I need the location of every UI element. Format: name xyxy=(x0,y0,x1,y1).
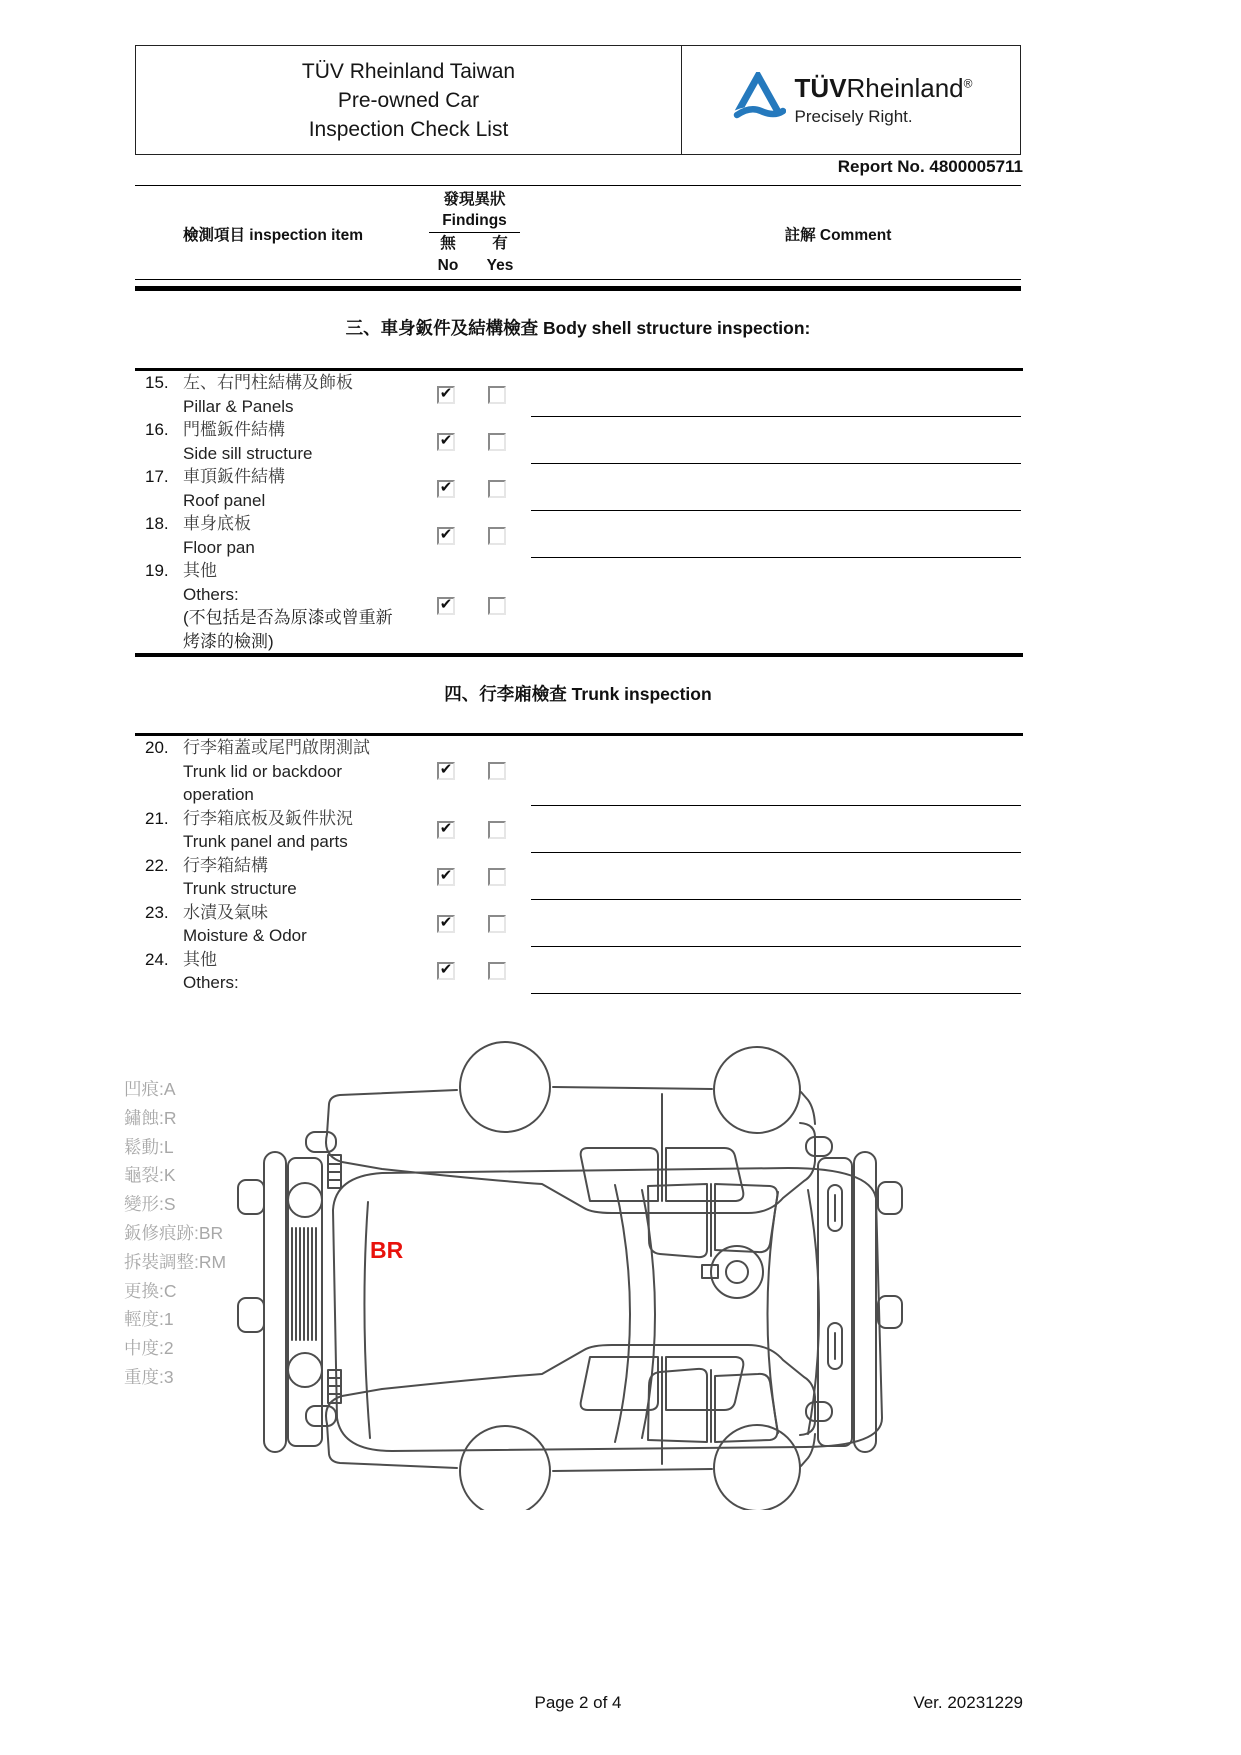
item-number: 23. xyxy=(145,902,169,922)
inspection-item-row xyxy=(135,371,1023,418)
item-label xyxy=(183,512,415,559)
legend-item: 重度:3 xyxy=(124,1366,174,1387)
item-label-zh: 門檻鈑件結構 xyxy=(183,420,285,439)
findings-yes-checkbox[interactable] xyxy=(488,386,506,404)
findings-yes-checkbox[interactable] xyxy=(488,433,506,451)
no-label-en: No xyxy=(437,257,459,274)
findings-no-checkbox[interactable]: ✔ xyxy=(437,433,455,451)
comment-field[interactable] xyxy=(523,418,1023,465)
comment-line xyxy=(531,899,1021,900)
comment-line xyxy=(531,805,1021,806)
title-line-1: TÜV Rheinland Taiwan xyxy=(301,59,516,83)
legend-item: 鬆動:L xyxy=(124,1136,174,1157)
item-label xyxy=(183,901,415,948)
findings-yes-checkbox[interactable] xyxy=(488,821,506,839)
no-label-zh: 無 xyxy=(440,235,456,252)
item-label-zh: 行李箱結構 xyxy=(183,855,268,875)
item-number: 16. xyxy=(145,420,169,439)
item-label-zh: 水漬及氣味 xyxy=(183,902,268,922)
comment-line xyxy=(531,557,1021,558)
comment-line xyxy=(531,463,1021,464)
inspection-item-row xyxy=(135,465,1023,512)
findings-no-checkbox[interactable]: ✔ xyxy=(437,762,455,780)
comment-line xyxy=(531,993,1021,994)
comment-line xyxy=(531,946,1021,947)
item-label xyxy=(183,854,415,901)
inspection-item-row xyxy=(135,948,1023,995)
item-label-en: operation xyxy=(183,785,254,804)
column-header-item: 檢測項目 inspection item xyxy=(183,227,363,244)
yes-label-en: Yes xyxy=(486,257,514,274)
item-number: 15. xyxy=(145,373,169,392)
findings-checkboxes xyxy=(415,559,523,653)
inspection-item-row xyxy=(135,418,1023,465)
document-title xyxy=(136,46,682,154)
section-title-body-shell: 三、車身鈑件及結構檢查 Body shell structure inspection: xyxy=(345,318,811,338)
comment-field[interactable] xyxy=(523,854,1023,901)
comment-field[interactable] xyxy=(523,512,1023,559)
item-label xyxy=(183,559,415,653)
trunk-items-table xyxy=(135,733,1023,995)
comment-field[interactable] xyxy=(523,559,1023,653)
item-number: 19. xyxy=(145,561,169,580)
report-number: Report No. 4800005711 xyxy=(837,157,1023,176)
findings-checkboxes xyxy=(415,901,523,948)
tuv-logo-wordmark: TÜVRheinland® xyxy=(794,73,973,103)
item-label-zh: 車身底板 xyxy=(183,514,251,533)
item-label xyxy=(183,371,415,418)
item-number: 21. xyxy=(145,808,169,828)
findings-no-checkbox[interactable]: ✔ xyxy=(437,386,455,404)
legend-item: 更換:C xyxy=(124,1280,177,1301)
findings-label-zh: 發現異狀 xyxy=(443,191,506,208)
inspection-item-row xyxy=(135,901,1023,948)
findings-checkboxes xyxy=(415,948,523,995)
findings-no-checkbox[interactable]: ✔ xyxy=(437,480,455,498)
item-number: 24. xyxy=(145,949,169,969)
item-label-zh: 行李箱蓋或尾門啟閉測試 xyxy=(183,738,370,757)
findings-checkboxes xyxy=(415,736,523,807)
column-header-comment: 註解 Comment xyxy=(784,227,892,244)
item-label xyxy=(183,807,415,854)
findings-yes-checkbox[interactable] xyxy=(488,962,506,980)
legend-item: 鈑修痕跡:BR xyxy=(124,1222,224,1243)
item-label-en: Others: xyxy=(183,584,239,604)
item-label-en: Trunk structure xyxy=(183,879,297,898)
findings-checkboxes xyxy=(415,418,523,465)
findings-checkboxes xyxy=(415,371,523,418)
legend-item: 拆裝調整:RM xyxy=(124,1251,227,1272)
legend-item: 輕度:1 xyxy=(124,1309,174,1330)
car-damage-diagram xyxy=(230,1040,910,1510)
item-number: 18. xyxy=(145,514,169,533)
findings-checkboxes xyxy=(415,512,523,559)
item-label xyxy=(183,418,415,465)
item-label-en: Roof panel xyxy=(183,490,266,510)
item-label-en: Side sill structure xyxy=(183,443,313,463)
inspection-item-row xyxy=(135,559,1023,653)
findings-yes-checkbox[interactable] xyxy=(488,915,506,933)
item-label-en: Moisture & Odor xyxy=(183,926,307,945)
inspection-item-row xyxy=(135,854,1023,901)
version-number: Ver. 20231229 xyxy=(913,1693,1023,1712)
tuv-logo-triangle-icon xyxy=(730,72,786,128)
car-side-view-bottom xyxy=(306,1345,832,1510)
section-title-trunk: 四、行李廂檢查 Trunk inspection xyxy=(444,684,712,704)
damage-marker-br: BR xyxy=(370,1237,404,1263)
findings-no-checkbox[interactable]: ✔ xyxy=(437,527,455,545)
legend-item: 龜裂:K xyxy=(124,1165,176,1186)
item-number: 20. xyxy=(145,738,169,757)
car-top-view xyxy=(333,1168,882,1451)
findings-label-en: Findings xyxy=(429,210,520,233)
findings-no-checkbox[interactable]: ✔ xyxy=(437,597,455,615)
comment-line xyxy=(531,510,1021,511)
item-label-zh: 其他 xyxy=(183,561,217,580)
findings-checkboxes xyxy=(415,465,523,512)
item-number: 17. xyxy=(145,467,169,486)
item-label-en: (不包括是否為原漆或曾重新 xyxy=(183,608,393,627)
findings-checkboxes xyxy=(415,807,523,854)
findings-no-checkbox[interactable]: ✔ xyxy=(437,821,455,839)
item-label xyxy=(183,736,415,807)
findings-no-checkbox[interactable]: ✔ xyxy=(437,915,455,933)
comment-field[interactable] xyxy=(523,371,1023,418)
legend-item: 鏽蝕:R xyxy=(124,1107,177,1128)
findings-yes-checkbox[interactable] xyxy=(488,762,506,780)
item-label-en: Pillar & Panels xyxy=(183,396,294,416)
column-header-findings xyxy=(397,190,552,277)
yes-label-zh: 有 xyxy=(492,235,508,252)
item-label-en: Trunk lid or backdoor xyxy=(183,761,343,781)
item-label xyxy=(183,948,415,995)
item-label-en: 烤漆的檢測) xyxy=(183,631,274,651)
findings-yes-checkbox[interactable] xyxy=(488,480,506,498)
comment-field[interactable] xyxy=(523,901,1023,948)
body-shell-items-table xyxy=(135,368,1023,657)
item-label-en: Trunk panel and parts xyxy=(183,832,348,851)
comment-line xyxy=(531,416,1021,417)
legend-item: 中度:2 xyxy=(124,1338,174,1359)
item-label-en: Others: xyxy=(183,973,239,992)
section-divider xyxy=(135,286,1021,291)
tuv-logo-tagline: Precisely Right. xyxy=(794,107,913,126)
findings-no-checkbox[interactable]: ✔ xyxy=(437,962,455,980)
legend-item: 凹痕:A xyxy=(124,1079,176,1099)
item-label-zh: 其他 xyxy=(183,949,217,969)
header xyxy=(135,45,1021,155)
comment-field[interactable] xyxy=(523,948,1023,995)
item-label xyxy=(183,465,415,512)
inspection-item-row xyxy=(135,736,1023,807)
title-line-2: Pre-owned Car xyxy=(337,88,480,112)
page-number: Page 2 of 4 xyxy=(534,1693,622,1712)
item-label-zh: 車頂鈑件結構 xyxy=(183,467,285,486)
item-label-en: Floor pan xyxy=(183,537,255,557)
findings-yes-checkbox[interactable] xyxy=(488,868,506,886)
title-line-3: Inspection Check List xyxy=(308,117,509,141)
inspection-item-row xyxy=(135,512,1023,559)
item-label-zh: 左、右門柱結構及飾板 xyxy=(183,373,353,392)
damage-code-legend xyxy=(124,1075,226,1392)
comment-field[interactable] xyxy=(523,807,1023,854)
findings-yes-checkbox[interactable] xyxy=(488,527,506,545)
car-side-view-top xyxy=(306,1042,832,1213)
comment-field[interactable] xyxy=(523,465,1023,512)
comment-field[interactable] xyxy=(523,736,1023,807)
item-number: 22. xyxy=(145,855,169,875)
tuv-logo xyxy=(682,46,1020,154)
findings-no-checkbox[interactable]: ✔ xyxy=(437,868,455,886)
inspection-item-row xyxy=(135,807,1023,854)
comment-line xyxy=(531,852,1021,853)
legend-item: 變形:S xyxy=(124,1194,176,1215)
inspection-table-header xyxy=(135,185,1021,280)
findings-checkboxes xyxy=(415,854,523,901)
item-label-zh: 行李箱底板及鈑件狀況 xyxy=(183,808,353,828)
findings-yes-checkbox[interactable] xyxy=(488,597,506,615)
